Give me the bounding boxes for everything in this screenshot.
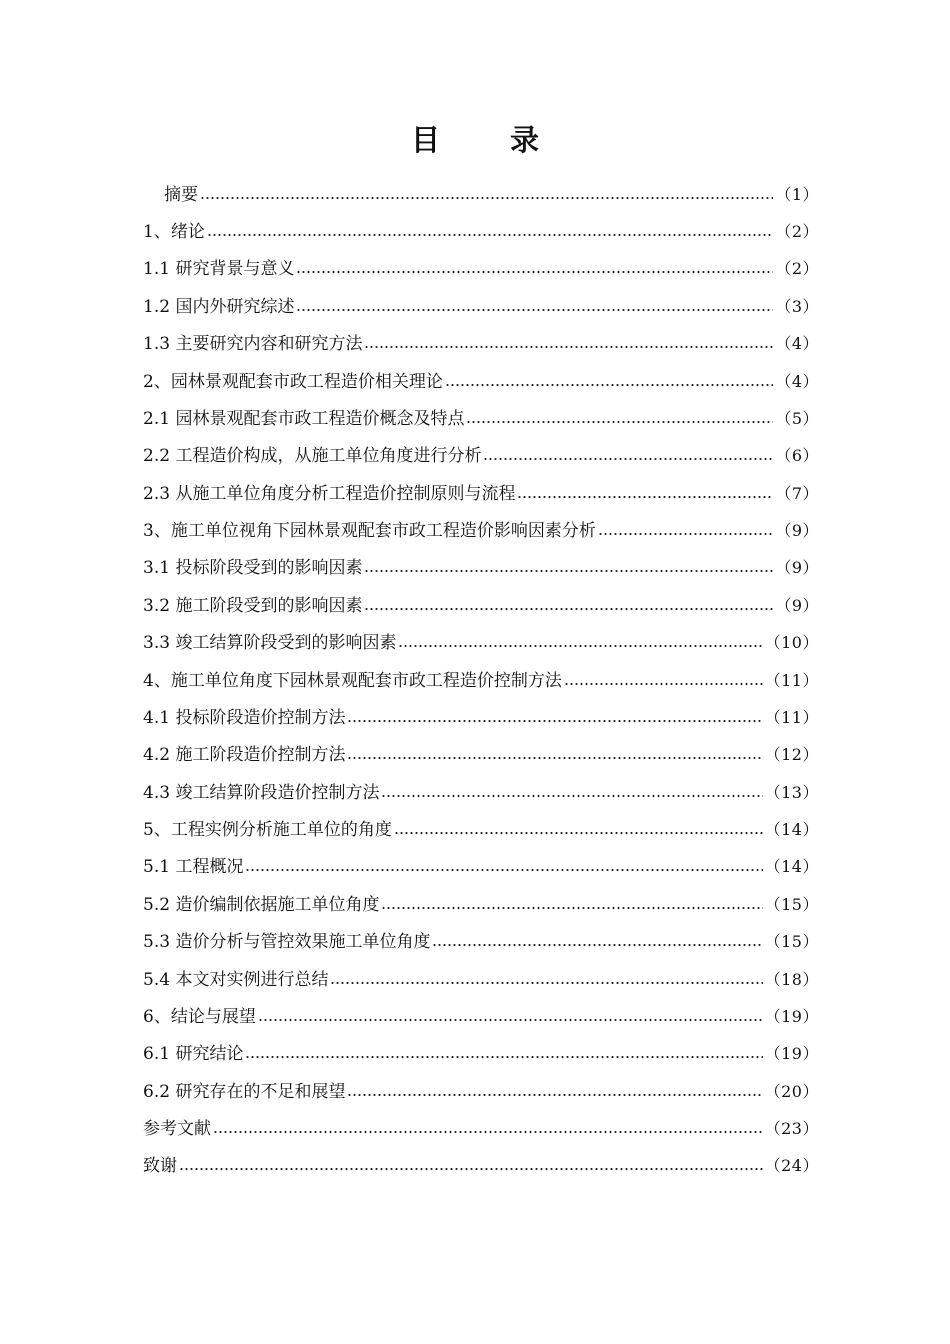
dot-leader — [347, 745, 762, 765]
table-of-contents — [143, 176, 819, 1185]
toc-entry-label: 5.1 工程概况 — [143, 857, 244, 878]
toc-entry[interactable] — [143, 326, 819, 363]
toc-entry[interactable] — [143, 625, 819, 662]
toc-entry-page-number: （15） — [764, 894, 819, 914]
toc-entry[interactable] — [143, 587, 819, 624]
toc-entry-page-number: （7） — [775, 483, 819, 503]
dot-leader — [347, 708, 762, 728]
toc-entry-label: 3.3 竣工结算阶段受到的影响因素 — [143, 633, 397, 654]
toc-entry-page-number: （2） — [775, 222, 819, 242]
toc-entry-label: 5.3 造价分析与管控效果施工单位角度 — [143, 932, 431, 953]
toc-entry-label: 6.2 研究存在的不足和展望 — [143, 1081, 346, 1102]
toc-entry-page-number: （18） — [764, 969, 819, 989]
dot-leader — [483, 446, 773, 466]
toc-entry[interactable] — [143, 1148, 819, 1185]
dot-leader — [394, 820, 763, 840]
page-title: 目 录 — [410, 123, 570, 157]
dot-leader — [207, 222, 773, 242]
toc-entry-label: 3.2 施工阶段受到的影响因素 — [143, 595, 363, 616]
toc-entry-label: 5.2 造价编制依据施工单位角度 — [143, 894, 380, 915]
toc-entry-label: 1.2 国内外研究综述 — [143, 296, 295, 317]
toc-entry-label: 4.1 投标阶段造价控制方法 — [143, 707, 346, 728]
dot-leader — [466, 409, 773, 429]
dot-leader — [245, 1044, 762, 1064]
toc-entry[interactable] — [143, 886, 819, 923]
toc-entry-label: 2.2 工程造价构成，从施工单位角度进行分析 — [143, 446, 482, 467]
dot-leader — [258, 1007, 763, 1027]
toc-entry-label: 4.3 竣工结算阶段造价控制方法 — [143, 782, 380, 803]
toc-entry-page-number: （2） — [775, 259, 819, 279]
toc-entry-page-number: （19） — [764, 1044, 819, 1064]
dot-leader — [200, 185, 773, 205]
toc-entry-page-number: （13） — [764, 782, 819, 802]
dot-leader — [364, 596, 773, 616]
dot-leader — [381, 895, 762, 915]
dot-leader — [330, 970, 762, 990]
toc-entry-label: 3.1 投标阶段受到的影响因素 — [143, 558, 363, 579]
toc-entry-label: 4、施工单位角度下园林景观配套市政工程造价控制方法 — [143, 670, 562, 691]
toc-entry-page-number: （5） — [775, 408, 819, 428]
toc-entry[interactable] — [143, 176, 819, 213]
toc-entry[interactable] — [143, 251, 819, 288]
toc-entry-label: 摘要 — [164, 184, 198, 205]
dot-leader — [432, 932, 762, 952]
toc-entry[interactable] — [143, 699, 819, 736]
toc-entry-label: 5.4 本文对实例进行总结 — [143, 969, 329, 990]
dot-leader — [364, 334, 773, 354]
toc-entry-label: 1.1 研究背景与意义 — [143, 259, 295, 280]
toc-entry[interactable] — [143, 849, 819, 886]
toc-entry-page-number: （24） — [764, 1156, 819, 1176]
toc-entry-page-number: （9） — [775, 521, 819, 541]
toc-entry[interactable] — [143, 213, 819, 250]
toc-entry[interactable] — [143, 961, 819, 998]
toc-entry-label: 6.1 研究结论 — [143, 1044, 244, 1065]
toc-entry[interactable] — [143, 1036, 819, 1073]
toc-entry-page-number: （9） — [775, 595, 819, 615]
toc-entry-page-number: （1） — [775, 184, 819, 204]
toc-entry[interactable] — [143, 550, 819, 587]
toc-entry[interactable] — [143, 924, 819, 961]
toc-entry-page-number: （9） — [775, 558, 819, 578]
toc-entry-page-number: （11） — [764, 707, 819, 727]
toc-entry-page-number: （14） — [764, 820, 819, 840]
dot-leader — [296, 259, 773, 279]
toc-entry-label: 4.2 施工阶段造价控制方法 — [143, 745, 346, 766]
toc-entry-label: 5、工程实例分析施工单位的角度 — [143, 820, 392, 841]
dot-leader — [347, 1082, 762, 1102]
toc-entry[interactable] — [143, 288, 819, 325]
toc-entry-page-number: （4） — [775, 334, 819, 354]
toc-entry-label: 参考文献 — [143, 1119, 211, 1140]
toc-entry[interactable] — [143, 1110, 819, 1147]
toc-entry-label: 致谢 — [143, 1156, 177, 1177]
toc-entry-label: 1.3 主要研究内容和研究方法 — [143, 334, 363, 355]
toc-entry-page-number: （19） — [764, 1006, 819, 1026]
toc-entry-label: 6、结论与展望 — [143, 1006, 256, 1027]
toc-entry-label: 3、施工单位视角下园林景观配套市政工程造价影响因素分析 — [143, 521, 596, 542]
toc-entry-page-number: （14） — [764, 857, 819, 877]
dot-leader — [517, 484, 773, 504]
toc-entry[interactable] — [143, 662, 819, 699]
dot-leader — [564, 671, 763, 691]
dot-leader — [445, 372, 773, 392]
toc-entry[interactable] — [143, 774, 819, 811]
toc-entry-page-number: （11） — [764, 670, 819, 690]
toc-entry[interactable] — [143, 363, 819, 400]
toc-entry-label: 1、绪论 — [143, 222, 205, 243]
toc-entry-page-number: （15） — [764, 932, 819, 952]
dot-leader — [296, 297, 773, 317]
dot-leader — [381, 783, 762, 803]
toc-entry[interactable] — [143, 998, 819, 1035]
dot-leader — [598, 521, 773, 541]
dot-leader — [245, 857, 762, 877]
toc-entry-page-number: （10） — [764, 633, 819, 653]
dot-leader — [179, 1156, 763, 1176]
toc-entry-page-number: （4） — [775, 371, 819, 391]
dot-leader — [364, 558, 773, 578]
toc-entry[interactable] — [143, 811, 819, 848]
toc-entry-page-number: （12） — [764, 745, 819, 765]
toc-entry-label: 2、园林景观配套市政工程造价相关理论 — [143, 371, 443, 392]
toc-entry-page-number: （23） — [764, 1119, 819, 1139]
toc-entry-label: 2.1 园林景观配套市政工程造价概念及特点 — [143, 408, 465, 429]
toc-entry[interactable] — [143, 400, 819, 437]
dot-leader — [213, 1119, 763, 1139]
toc-entry-label: 2.3 从施工单位角度分析工程造价控制原则与流程 — [143, 483, 516, 504]
toc-entry[interactable] — [143, 1073, 819, 1110]
dot-leader — [398, 633, 762, 653]
toc-entry[interactable] — [143, 737, 819, 774]
toc-entry-page-number: （6） — [775, 446, 819, 466]
toc-entry-page-number: （20） — [764, 1081, 819, 1101]
toc-entry[interactable] — [143, 475, 819, 512]
toc-entry[interactable] — [143, 438, 819, 475]
toc-entry-page-number: （3） — [775, 296, 819, 316]
toc-entry[interactable] — [143, 512, 819, 549]
